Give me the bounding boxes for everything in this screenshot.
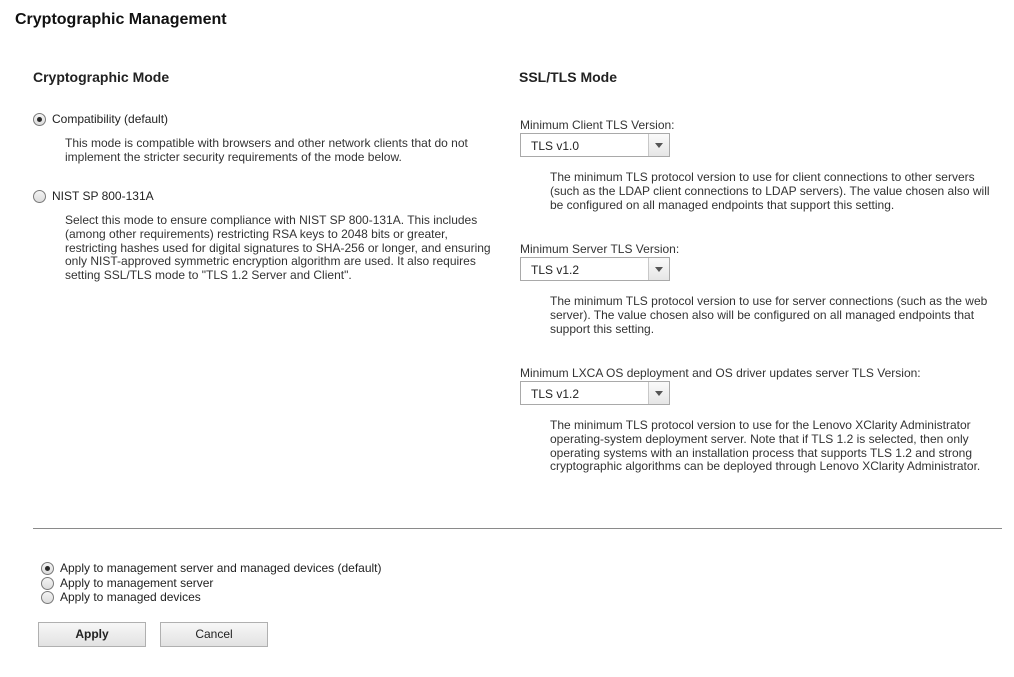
min-server-tls-value: TLS v1.2 (531, 263, 580, 277)
chevron-down-icon[interactable] (648, 134, 669, 156)
min-lxca-os-tls-label: Minimum LXCA OS deployment and OS driver updates server TLS Version: (520, 366, 921, 380)
radio-apply-server[interactable] (41, 576, 213, 590)
page-title: Cryptographic Management (15, 11, 227, 28)
radio-nist[interactable] (33, 189, 154, 203)
radio-checked-icon[interactable] (33, 113, 46, 126)
radio-apply-server-and-devices-label: Apply to management server and managed devices (default) (60, 561, 382, 575)
min-lxca-os-tls-description (550, 419, 980, 474)
radio-unchecked-icon[interactable] (41, 577, 54, 590)
description-line: (such as the LDAP client connections to LDAP servers). The value chosen also will (550, 183, 990, 198)
description-line: setting SSL/TLS mode to "TLS 1.2 Server and Client". (65, 268, 352, 283)
nist-description (65, 214, 491, 283)
min-server-tls-select[interactable] (520, 257, 670, 281)
radio-apply-server-and-devices[interactable] (41, 561, 382, 575)
description-line: The minimum TLS protocol version to use for client connections to other servers (550, 170, 975, 184)
description-line: implement the stricter security requirements of the mode below. (65, 149, 402, 164)
radio-apply-devices-label: Apply to managed devices (60, 590, 201, 604)
radio-nist-label: NIST SP 800-131A (52, 189, 154, 203)
chevron-down-icon[interactable] (648, 382, 669, 404)
description-line: support this setting. (550, 321, 655, 336)
description-line: only NIST-approved symmetric encryption algorithm are used. It also requires (65, 254, 476, 269)
description-line: be configured on all managed endpoints that support this setting. (550, 197, 895, 212)
min-server-tls-label: Minimum Server TLS Version: (520, 242, 680, 256)
description-line: restricting hashes used for digital signatures to SHA-256 or longer, and ensuring (65, 240, 491, 255)
description-line: (among other requirements) restricting RSA keys to 2048 bits or greater, (65, 226, 448, 241)
min-client-tls-label: Minimum Client TLS Version: (520, 118, 675, 132)
description-line: The minimum TLS protocol version to use for the Lenovo XClarity Administrator (550, 418, 971, 432)
description-line: This mode is compatible with browsers and other network clients that do not (65, 136, 468, 150)
description-line: operating-system deployment server. Note that if TLS 1.2 is selected, then only (550, 431, 969, 446)
radio-compatibility[interactable] (33, 112, 168, 126)
radio-apply-server-label: Apply to management server (60, 576, 214, 590)
radio-unchecked-icon[interactable] (33, 190, 46, 203)
description-line: The minimum TLS protocol version to use for server connections (such as the web (550, 294, 988, 308)
cancel-button[interactable]: Cancel (160, 622, 268, 647)
ssl-tls-mode-heading: SSL/TLS Mode (519, 69, 617, 85)
description-line: cryptographic algorithms can be deployed through Lenovo XClarity Administrator. (550, 459, 981, 474)
min-client-tls-value: TLS v1.0 (531, 139, 580, 153)
min-client-tls-description (550, 171, 990, 212)
divider (33, 528, 1002, 529)
crypto-mode-heading: Cryptographic Mode (33, 69, 170, 85)
radio-checked-icon[interactable] (41, 562, 54, 575)
chevron-down-icon[interactable] (648, 258, 669, 280)
compatibility-description (65, 137, 468, 165)
description-line: operating systems with an installation process that supports TLS 1.2 and strong (550, 445, 973, 460)
description-line: Select this mode to ensure compliance with NIST SP 800-131A. This includes (65, 213, 478, 227)
min-lxca-os-tls-value: TLS v1.2 (531, 387, 580, 401)
radio-compatibility-label: Compatibility (default) (52, 112, 169, 126)
min-client-tls-select[interactable] (520, 133, 670, 157)
min-lxca-os-tls-select[interactable] (520, 381, 670, 405)
radio-apply-devices[interactable] (41, 590, 201, 604)
description-line: server). The value chosen also will be configured on all managed endpoints that (550, 307, 975, 322)
min-server-tls-description (550, 295, 987, 336)
radio-unchecked-icon[interactable] (41, 591, 54, 604)
apply-button[interactable]: Apply (38, 622, 146, 647)
